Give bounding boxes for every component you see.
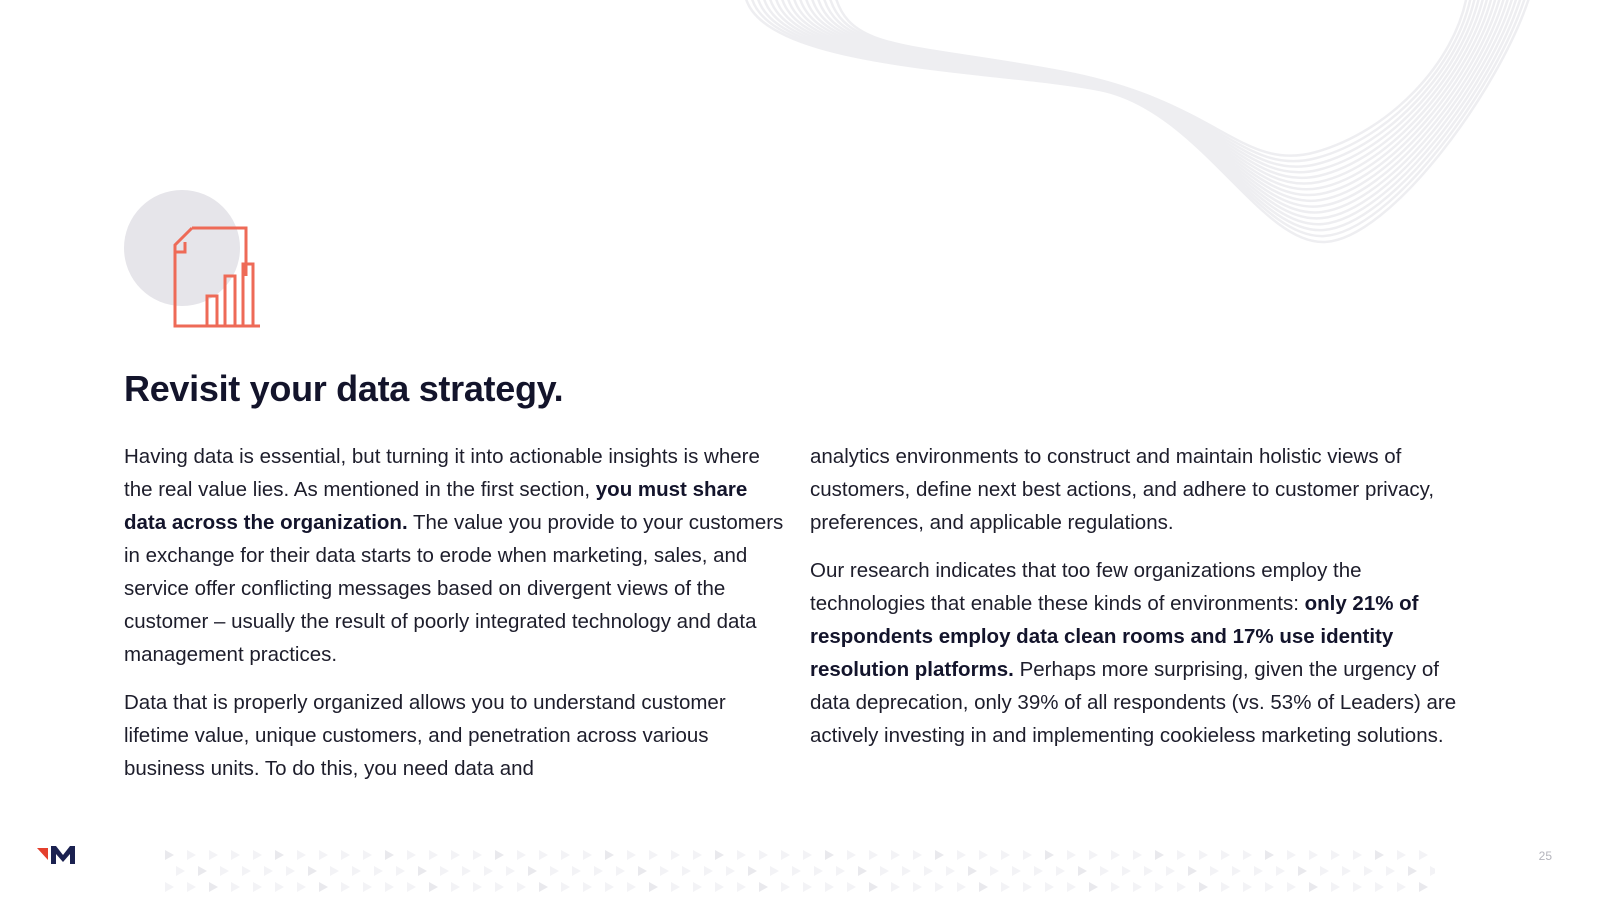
pattern-triangle	[1364, 866, 1373, 876]
pattern-triangle	[297, 850, 306, 860]
pattern-triangle	[539, 882, 548, 892]
pattern-triangle	[341, 882, 350, 892]
paragraph: Having data is essential, but turning it into actionable insights is where the real value lies. As mentioned in the first section, you must share data across the organization. The value you provide to your customers in exchange for their data starts to erode when marketing, sales, and service offer conflicting messages based on divergent views of the customer – usually the result of poorly integrated technology and data management practices.	[124, 445, 784, 666]
pattern-triangle	[528, 866, 537, 876]
pattern-triangle	[726, 866, 735, 876]
pattern-triangle	[869, 882, 878, 892]
pattern-triangle	[825, 850, 834, 860]
pattern-triangle	[1298, 866, 1307, 876]
pattern-triangle	[649, 882, 658, 892]
pattern-triangle	[308, 866, 317, 876]
pattern-triangle	[1353, 882, 1362, 892]
pattern-triangle	[1012, 866, 1021, 876]
pattern-triangle	[1309, 882, 1318, 892]
right-text-column	[810, 440, 1460, 767]
pattern-triangle	[231, 850, 240, 860]
pattern-triangle	[1166, 866, 1175, 876]
pattern-triangle	[891, 882, 900, 892]
pattern-triangle	[583, 850, 592, 860]
pattern-triangle	[429, 850, 438, 860]
pattern-triangle	[671, 882, 680, 892]
pattern-triangle	[198, 866, 207, 876]
pattern-triangle	[803, 882, 812, 892]
pattern-triangle	[473, 882, 482, 892]
pattern-triangle	[1155, 882, 1164, 892]
pattern-triangle	[374, 866, 383, 876]
pattern-triangle	[396, 866, 405, 876]
pattern-triangle	[539, 850, 548, 860]
pattern-triangle	[165, 882, 174, 892]
page-number: 25	[1538, 849, 1552, 863]
pattern-triangle	[385, 850, 394, 860]
pattern-triangle	[847, 882, 856, 892]
pattern-triangle	[253, 850, 262, 860]
pattern-triangle	[220, 866, 229, 876]
pattern-triangle	[1276, 866, 1285, 876]
section-icon	[124, 190, 274, 340]
pattern-triangle	[341, 850, 350, 860]
pattern-triangle	[1397, 882, 1406, 892]
pattern-triangle	[1210, 866, 1219, 876]
pattern-triangle	[1089, 882, 1098, 892]
pattern-triangle	[638, 866, 647, 876]
pattern-triangle	[869, 850, 878, 860]
pattern-triangle	[187, 882, 196, 892]
pattern-triangle	[1133, 850, 1142, 860]
pattern-triangle	[407, 850, 416, 860]
pattern-triangle	[946, 866, 955, 876]
pattern-triangle	[858, 866, 867, 876]
pattern-triangle	[1122, 866, 1131, 876]
emphasis: you must share data across the organization.	[124, 478, 748, 534]
emphasis: only 21% of respondents employ data clean rooms and 17% use identity resolution platforms.	[810, 592, 1419, 681]
pattern-triangle	[242, 866, 251, 876]
pattern-triangle	[1001, 850, 1010, 860]
pattern-triangle	[1155, 850, 1164, 860]
pattern-triangle	[165, 850, 174, 860]
decorative-wave-lines	[740, 0, 1540, 250]
pattern-triangle	[451, 850, 460, 860]
pattern-triangle	[1254, 866, 1263, 876]
pattern-triangle	[990, 866, 999, 876]
pattern-triangle	[1177, 850, 1186, 860]
pattern-triangle	[759, 882, 768, 892]
wave-line	[805, 0, 1488, 184]
pattern-triangle	[319, 850, 328, 860]
pattern-triangle	[1243, 850, 1252, 860]
pattern-triangle	[1397, 850, 1406, 860]
pattern-triangle	[737, 850, 746, 860]
pattern-triangle	[913, 850, 922, 860]
pattern-triangle	[924, 866, 933, 876]
pattern-triangle	[517, 882, 526, 892]
pattern-triangle	[935, 850, 944, 860]
pattern-triangle	[1221, 882, 1230, 892]
pattern-triangle	[561, 882, 570, 892]
pattern-triangle	[1331, 850, 1340, 860]
pattern-triangle	[1419, 882, 1428, 892]
pattern-triangle	[319, 882, 328, 892]
pattern-triangle	[1023, 882, 1032, 892]
pattern-triangle	[1144, 866, 1153, 876]
pattern-triangle	[253, 882, 262, 892]
pattern-triangle	[1408, 866, 1417, 876]
pattern-triangle	[209, 882, 218, 892]
paragraph: Our research indicates that too few organizations employ the technologies that enable these kinds of environments: only 21% of respondents employ data clean rooms and 17% use identity resolution platforms. Perhaps more surprising, given the urgency of data deprecation, only 39% of all respondents (vs. 53% of Leaders) are actively investing in and implementing cookieless marketing solutions.	[810, 559, 1457, 747]
pattern-triangle	[1375, 850, 1384, 860]
pattern-triangle	[957, 882, 966, 892]
pattern-triangle	[561, 850, 570, 860]
pattern-triangle	[407, 882, 416, 892]
pattern-triangle	[1353, 850, 1362, 860]
pattern-triangle	[440, 866, 449, 876]
pattern-triangle	[715, 850, 724, 860]
pattern-triangle	[1067, 850, 1076, 860]
pattern-triangle	[792, 866, 801, 876]
pattern-triangle	[902, 866, 911, 876]
pattern-triangle	[968, 866, 977, 876]
pattern-triangle	[429, 882, 438, 892]
pattern-triangle	[473, 850, 482, 860]
pattern-triangle	[781, 850, 790, 860]
pattern-triangle	[1386, 866, 1395, 876]
paragraph: Data that is properly organized allows you to understand customer lifetime value, unique customers, and penetration across various business units. To do this, you need data and	[124, 691, 726, 780]
pattern-triangle	[1111, 882, 1120, 892]
pattern-triangle	[891, 850, 900, 860]
pattern-triangle	[935, 882, 944, 892]
pattern-triangle	[517, 850, 526, 860]
pattern-triangle	[836, 866, 845, 876]
pattern-triangle	[550, 866, 559, 876]
pattern-triangle	[209, 850, 218, 860]
pattern-triangle	[1265, 882, 1274, 892]
pattern-triangle	[693, 882, 702, 892]
pattern-triangle	[1034, 866, 1043, 876]
pattern-triangle	[1419, 850, 1428, 860]
pattern-triangle	[1045, 850, 1054, 860]
pattern-triangle	[1089, 850, 1098, 860]
pattern-triangle	[451, 882, 460, 892]
pattern-triangle	[770, 866, 779, 876]
pattern-triangle	[671, 850, 680, 860]
pattern-triangle	[1430, 866, 1435, 876]
pattern-triangle	[495, 882, 504, 892]
pattern-triangle	[176, 866, 185, 876]
page-title: Revisit your data strategy.	[124, 368, 564, 409]
pattern-triangle	[418, 866, 427, 876]
pattern-triangle	[286, 866, 295, 876]
pattern-triangle	[803, 850, 812, 860]
left-text-column	[124, 440, 784, 800]
pattern-triangle	[1342, 866, 1351, 876]
pattern-triangle	[1199, 882, 1208, 892]
pattern-triangle	[682, 866, 691, 876]
icon-background-circle	[124, 190, 240, 306]
pattern-triangle	[264, 866, 273, 876]
pattern-triangle	[1243, 882, 1252, 892]
pattern-triangle	[330, 866, 339, 876]
pattern-triangle	[1111, 850, 1120, 860]
pattern-triangle	[297, 882, 306, 892]
pattern-triangle	[1045, 882, 1054, 892]
pattern-triangle	[781, 882, 790, 892]
pattern-triangle	[1331, 882, 1340, 892]
pattern-triangle	[1188, 866, 1197, 876]
pattern-triangle	[825, 882, 834, 892]
pattern-triangle	[979, 882, 988, 892]
pattern-triangle	[1177, 882, 1186, 892]
pattern-triangle	[748, 866, 757, 876]
pattern-triangle	[737, 882, 746, 892]
pattern-triangle	[913, 882, 922, 892]
pattern-triangle	[715, 882, 724, 892]
pattern-triangle	[495, 850, 504, 860]
pattern-triangle	[627, 882, 636, 892]
pattern-triangle	[1232, 866, 1241, 876]
pattern-triangle	[352, 866, 361, 876]
pattern-triangle	[660, 866, 669, 876]
pattern-triangle	[583, 882, 592, 892]
pattern-triangle	[649, 850, 658, 860]
pattern-triangle	[1133, 882, 1142, 892]
pattern-triangle	[187, 850, 196, 860]
paragraph: analytics environments to construct and maintain holistic views of customers, define next best actions, and adhere to customer privacy, preferences, and applicable regulations.	[810, 445, 1435, 534]
pattern-triangle	[1001, 882, 1010, 892]
pattern-triangle	[704, 866, 713, 876]
wave-line	[757, 0, 1522, 230]
pattern-triangle	[847, 850, 856, 860]
pattern-triangle	[1056, 866, 1065, 876]
pattern-triangle	[759, 850, 768, 860]
pattern-triangle	[1023, 850, 1032, 860]
pattern-triangle	[605, 850, 614, 860]
pattern-triangle	[1320, 866, 1329, 876]
pattern-triangle	[275, 850, 284, 860]
pattern-triangle	[1309, 850, 1318, 860]
pattern-triangle	[506, 866, 515, 876]
pattern-triangle	[594, 866, 603, 876]
pattern-triangle	[363, 850, 372, 860]
pattern-triangle	[616, 866, 625, 876]
pattern-triangle	[1067, 882, 1076, 892]
pattern-triangle	[693, 850, 702, 860]
pattern-triangle	[1287, 882, 1296, 892]
pattern-triangle	[814, 866, 823, 876]
pattern-triangle	[462, 866, 471, 876]
pattern-triangle	[1221, 850, 1230, 860]
pattern-triangle	[1265, 850, 1274, 860]
pattern-triangle	[1199, 850, 1208, 860]
pattern-triangle	[275, 882, 284, 892]
decorative-triangle-pattern	[165, 850, 1435, 900]
pattern-triangle	[1287, 850, 1296, 860]
pattern-triangle	[957, 850, 966, 860]
pattern-triangle	[880, 866, 889, 876]
pattern-triangle	[605, 882, 614, 892]
pattern-triangle	[484, 866, 493, 876]
pattern-triangle	[979, 850, 988, 860]
pattern-triangle	[1100, 866, 1109, 876]
pattern-triangle	[231, 882, 240, 892]
pattern-triangle	[1375, 882, 1384, 892]
pattern-triangle	[572, 866, 581, 876]
pattern-triangle	[385, 882, 394, 892]
pattern-triangle	[363, 882, 372, 892]
pattern-triangle	[1078, 866, 1087, 876]
pattern-triangle	[627, 850, 636, 860]
brand-m-logo	[37, 843, 77, 865]
